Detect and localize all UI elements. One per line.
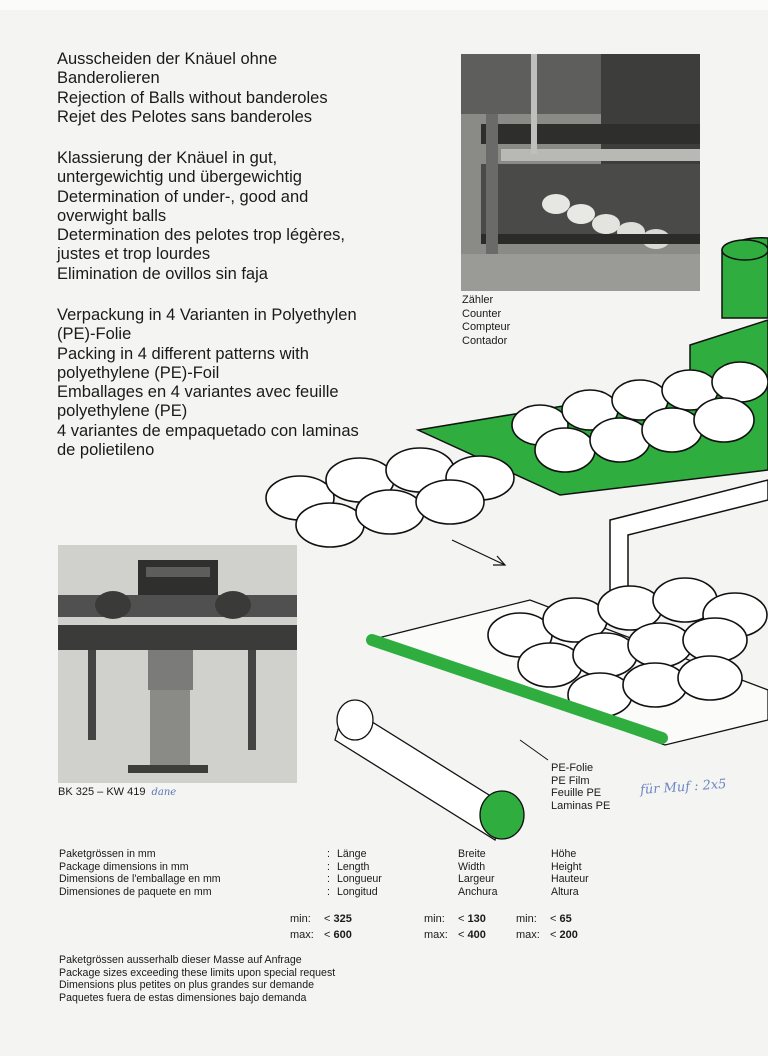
counter-caption-line: Zähler [462, 294, 494, 306]
footnote-line: Dimensions plus petites on plus grandes sur demande [59, 979, 314, 992]
section-line: Verpackung in 4 Varianten in Polyethylen [57, 306, 357, 324]
section-line: justes et trop lourdes [57, 245, 211, 264]
pe-film-label: PE Film [551, 774, 590, 787]
height-label: Height [551, 860, 582, 873]
length-min: 325 [333, 913, 352, 925]
colon: : [327, 860, 330, 873]
width-min: 130 [467, 913, 486, 925]
section-line: Ausscheiden der Knäuel ohne [57, 50, 278, 68]
section-line: Emballages en 4 variantes avec feuille [57, 383, 339, 402]
height-label: Hauteur [551, 873, 589, 885]
section-line: overwight balls [57, 206, 167, 225]
lt-sign: < [550, 929, 557, 941]
pe-label-leader [520, 740, 548, 760]
green-machine-cylinder-top [722, 240, 768, 260]
dimension-row-label: Package dimensions in mm [59, 860, 189, 873]
dimension-row-label: Dimensiones de paquete en mm [59, 885, 212, 898]
ball-group [266, 448, 514, 547]
section-line: (PE)-Folie [57, 325, 132, 344]
max-label: max: [516, 929, 540, 941]
section-line: Determination des pelotes trop légères, [57, 226, 345, 245]
width-label: Width [458, 860, 486, 873]
pe-film-label: PE-Folie [551, 762, 594, 774]
width-max: 400 [467, 929, 486, 941]
pe-film-labels [551, 762, 610, 812]
colon: : [327, 873, 330, 885]
dimension-row-labels [59, 848, 221, 898]
size-footnote [59, 954, 335, 1005]
footnote-line: Package sizes exceeding these limits upon special request [59, 966, 336, 979]
machine-model: BK 325 – KW 419 [58, 786, 146, 798]
dimension-row-label: Paketgrössen in mm [59, 848, 156, 860]
min-label: min: [290, 913, 311, 925]
handwritten-model-note: dane [151, 787, 177, 798]
section-line: polyethylene (PE) [57, 402, 188, 421]
width-label: Breite [458, 848, 486, 860]
flow-arrow [452, 540, 505, 565]
section-line: Determination of under-, good and [57, 187, 309, 206]
section-line: 4 variantes de empaquetado con laminas [57, 421, 359, 440]
section-line: Rejet des Pelotes sans banderoles [57, 107, 312, 126]
counter-caption-line: Compteur [462, 321, 511, 333]
height-min-max [516, 911, 578, 943]
length-label: Length [337, 860, 370, 873]
width-min-max [424, 911, 486, 943]
min-label: min: [424, 913, 445, 925]
width-label: Anchura [458, 885, 498, 898]
counter-caption-line: Contador [462, 334, 508, 347]
height-label: Höhe [551, 848, 577, 860]
section-line: Klassierung der Knäuel in gut, [57, 149, 278, 167]
section-line: untergewichtig und übergewichtig [57, 168, 302, 187]
length-column [337, 848, 382, 898]
max-label: max: [290, 929, 314, 941]
height-label: Altura [551, 885, 579, 898]
section-line: Rejection of Balls without banderoles [57, 88, 328, 107]
length-max: 600 [333, 929, 352, 941]
max-label: max: [424, 929, 448, 941]
film-roll-green-end [480, 791, 524, 839]
footnote-line: Paketgrössen ausserhalb dieser Masse auf Anfrage [59, 954, 302, 966]
section-line: Banderolieren [57, 69, 160, 88]
pe-film-label: Feuille PE [551, 787, 602, 799]
pe-film-label: Laminas PE [551, 799, 611, 812]
length-label: Longitud [337, 885, 378, 898]
dimension-row-label: Dimensions de l'emballage en mm [59, 873, 221, 885]
section-line: de polietileno [57, 441, 155, 460]
dimension-colons [327, 848, 330, 898]
width-label: Largeur [458, 873, 495, 885]
footnote-line: Paquetes fuera de estas dimensiones bajo demanda [59, 992, 307, 1005]
length-label: Länge [337, 848, 367, 860]
lt-sign: < [550, 913, 557, 925]
lt-sign: < [324, 913, 331, 925]
counter-caption-line: Counter [462, 307, 502, 320]
width-column [458, 848, 497, 898]
height-max: 200 [559, 929, 578, 941]
length-min-max [290, 911, 352, 943]
section-line: polyethylene (PE)-Foil [57, 363, 220, 382]
handwritten-note: für Muf : 2x5 [639, 776, 727, 799]
colon: : [327, 848, 330, 860]
height-min: 65 [559, 913, 572, 925]
colon: : [327, 885, 330, 898]
lt-sign: < [458, 913, 465, 925]
height-column [551, 848, 589, 898]
lt-sign: < [324, 929, 331, 941]
length-label: Longueur [337, 873, 382, 885]
section-line: Packing in 4 different patterns with [57, 344, 309, 363]
film-roll-end [337, 700, 373, 740]
lt-sign: < [458, 929, 465, 941]
section-line: Elimination de ovillos sin faja [57, 264, 268, 283]
min-label: min: [516, 913, 537, 925]
